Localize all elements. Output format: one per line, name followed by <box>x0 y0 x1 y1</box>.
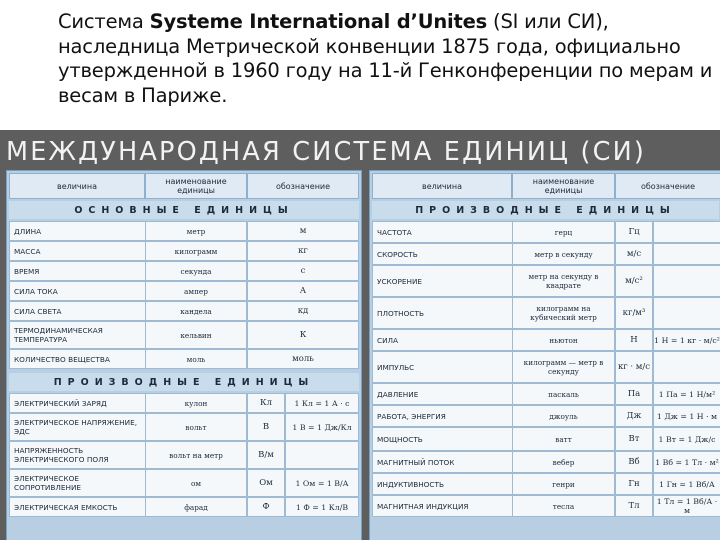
derived-unit-symbol: В/м <box>247 441 285 469</box>
base-quantity: СИЛА СВЕТА <box>9 301 149 321</box>
derived-unit-name: метр на секунду в квадрате <box>512 265 615 297</box>
derived-quantity: ЧАСТОТА <box>372 221 516 243</box>
derived-unit-symbol: м/с <box>615 243 653 265</box>
derived-unit-formula: 1 Тл = 1 Вб/А · м <box>653 495 720 517</box>
base-unit-symbol: К <box>247 321 359 349</box>
base-quantity: МАССА <box>9 241 149 261</box>
derived-unit-name: тесла <box>512 495 615 517</box>
derived-quantity: УСКОРЕНИЕ <box>372 265 516 297</box>
base-unit-symbol: моль <box>247 349 359 369</box>
base-unit-name: кельвин <box>145 321 247 349</box>
derived-unit-name: ом <box>145 469 247 497</box>
derived-unit-formula: 1 Н = 1 кг · м/с² <box>653 329 720 351</box>
base-unit-symbol: А <box>247 281 359 301</box>
derived-quantity: МОЩНОСТЬ <box>372 427 516 451</box>
base-quantity: КОЛИЧЕСТВО ВЕЩЕСТВА <box>9 349 149 369</box>
base-unit-symbol: с <box>247 261 359 281</box>
derived-unit-name: генри <box>512 473 615 495</box>
derived-unit-symbol: В <box>247 413 285 441</box>
derived-unit-formula: 1 Ом = 1 В/А <box>285 469 359 497</box>
derived-unit-formula: 1 Па = 1 Н/м² <box>653 383 720 405</box>
left-table-panel <box>6 170 362 540</box>
derived-unit-symbol: Дж <box>615 405 653 427</box>
base-quantity: ВРЕМЯ <box>9 261 149 281</box>
derived-unit-formula: 1 Дж = 1 Н · м <box>653 405 720 427</box>
base-unit-name: секунда <box>145 261 247 281</box>
derived-unit-name: герц <box>512 221 615 243</box>
derived-unit-name: кулон <box>145 393 247 413</box>
derived-unit-formula <box>653 297 720 329</box>
derived-unit-name: вольт <box>145 413 247 441</box>
derived-quantity: ЭЛЕКТРИЧЕСКОЕ НАПРЯЖЕНИЕ, ЭДС <box>9 413 149 441</box>
base-unit-symbol: кд <box>247 301 359 321</box>
derived-unit-name: ватт <box>512 427 615 451</box>
derived-unit-symbol: Гц <box>615 221 653 243</box>
derived-unit-name: килограмм — метр в секунду <box>512 351 615 383</box>
derived-unit-formula: 1 Гн = 1 Вб/А <box>653 473 720 495</box>
header-quantity: величина <box>372 173 512 199</box>
derived-unit-symbol: Ом <box>247 469 285 497</box>
derived-quantity: ПЛОТНОСТЬ <box>372 297 516 329</box>
header-unit-name: наименование единицы <box>145 173 247 199</box>
derived-quantity: МАГНИТНАЯ ИНДУКЦИЯ <box>372 495 516 517</box>
band-derived-units-left: ПРОИЗВОДНЫЕ ЕДИНИЦЫ <box>9 373 359 391</box>
derived-unit-symbol: кг/м³ <box>615 297 653 329</box>
base-quantity: СИЛА ТОКА <box>9 281 149 301</box>
derived-unit-formula: 1 Вб = 1 Тл · м² <box>653 451 720 473</box>
table-title: МЕЖДУНАРОДНАЯ СИСТЕМА ЕДИНИЦ (СИ) <box>6 137 647 167</box>
derived-quantity: СИЛА <box>372 329 516 351</box>
derived-unit-symbol: Вт <box>615 427 653 451</box>
derived-unit-formula <box>653 221 720 243</box>
derived-unit-formula <box>653 351 720 383</box>
derived-unit-symbol: Гн <box>615 473 653 495</box>
base-unit-name: кандела <box>145 301 247 321</box>
derived-quantity: ДАВЛЕНИЕ <box>372 383 516 405</box>
derived-quantity: ЭЛЕКТРИЧЕСКОЕ СОПРОТИВЛЕНИЕ <box>9 469 149 497</box>
derived-unit-name: вольт на метр <box>145 441 247 469</box>
derived-quantity: НАПРЯЖЕННОСТЬ ЭЛЕКТРИЧЕСКОГО ПОЛЯ <box>9 441 149 469</box>
base-unit-name: килограмм <box>145 241 247 261</box>
si-table-image <box>0 130 720 540</box>
derived-unit-symbol: Вб <box>615 451 653 473</box>
header-quantity: величина <box>9 173 145 199</box>
base-unit-name: моль <box>145 349 247 369</box>
derived-unit-formula <box>653 243 720 265</box>
derived-unit-name: ньютон <box>512 329 615 351</box>
base-unit-name: метр <box>145 221 247 241</box>
base-unit-symbol: м <box>247 221 359 241</box>
intro-paragraph <box>58 10 713 108</box>
derived-unit-symbol: Па <box>615 383 653 405</box>
derived-unit-symbol: м/с² <box>615 265 653 297</box>
derived-unit-name: фарад <box>145 497 247 517</box>
derived-unit-formula: 1 Ф = 1 Кл/В <box>285 497 359 517</box>
intro-text-end: (SI или СИ), наследница Метрической конвенции 1875 года, официально утвержденной в 1960 году на 11-й Генконференции по мерам и весам в Париже. <box>58 10 713 107</box>
base-unit-symbol: кг <box>247 241 359 261</box>
derived-unit-symbol: Н <box>615 329 653 351</box>
intro-system-name: Systeme International d’Unites <box>149 10 488 33</box>
header-symbol: обозначение <box>247 173 359 199</box>
derived-unit-name: джоуль <box>512 405 615 427</box>
derived-unit-name: вебер <box>512 451 615 473</box>
derived-quantity: ИМПУЛЬС <box>372 351 516 383</box>
derived-quantity: СКОРОСТЬ <box>372 243 516 265</box>
base-quantity: ТЕРМОДИНАМИЧЕСКАЯ ТЕМПЕРАТУРА <box>9 321 149 349</box>
base-quantity: ДЛИНА <box>9 221 149 241</box>
derived-unit-name: паскаль <box>512 383 615 405</box>
derived-unit-formula: 1 Вт = 1 Дж/с <box>653 427 720 451</box>
derived-unit-name: метр в секунду <box>512 243 615 265</box>
band-base-units: ОСНОВНЫЕ ЕДИНИЦЫ <box>9 201 359 219</box>
derived-quantity: ИНДУКТИВНОСТЬ <box>372 473 516 495</box>
derived-unit-symbol: Ф <box>247 497 285 517</box>
derived-unit-symbol: кг · м/с <box>615 351 653 383</box>
right-table-panel <box>369 170 720 540</box>
derived-unit-formula <box>653 265 720 297</box>
derived-quantity: ЭЛЕКТРИЧЕСКИЙ ЗАРЯД <box>9 393 149 413</box>
band-derived-units-right: ПРОИЗВОДНЫЕ ЕДИНИЦЫ <box>372 201 719 219</box>
derived-quantity: ЭЛЕКТРИЧЕСКАЯ ЕМКОСТЬ <box>9 497 149 517</box>
derived-quantity: МАГНИТНЫЙ ПОТОК <box>372 451 516 473</box>
header-unit-name: наименование единицы <box>512 173 615 199</box>
derived-unit-symbol: Кл <box>247 393 285 413</box>
derived-unit-formula <box>285 441 359 469</box>
intro-text-start: Система <box>58 10 150 33</box>
derived-unit-formula: 1 В = 1 Дж/Кл <box>285 413 359 441</box>
derived-unit-name: килограмм на кубический метр <box>512 297 615 329</box>
derived-quantity: РАБОТА, ЭНЕРГИЯ <box>372 405 516 427</box>
derived-unit-formula: 1 Кл = 1 А · с <box>285 393 359 413</box>
header-symbol: обозначение <box>615 173 720 199</box>
derived-unit-symbol: Тл <box>615 495 653 517</box>
base-unit-name: ампер <box>145 281 247 301</box>
